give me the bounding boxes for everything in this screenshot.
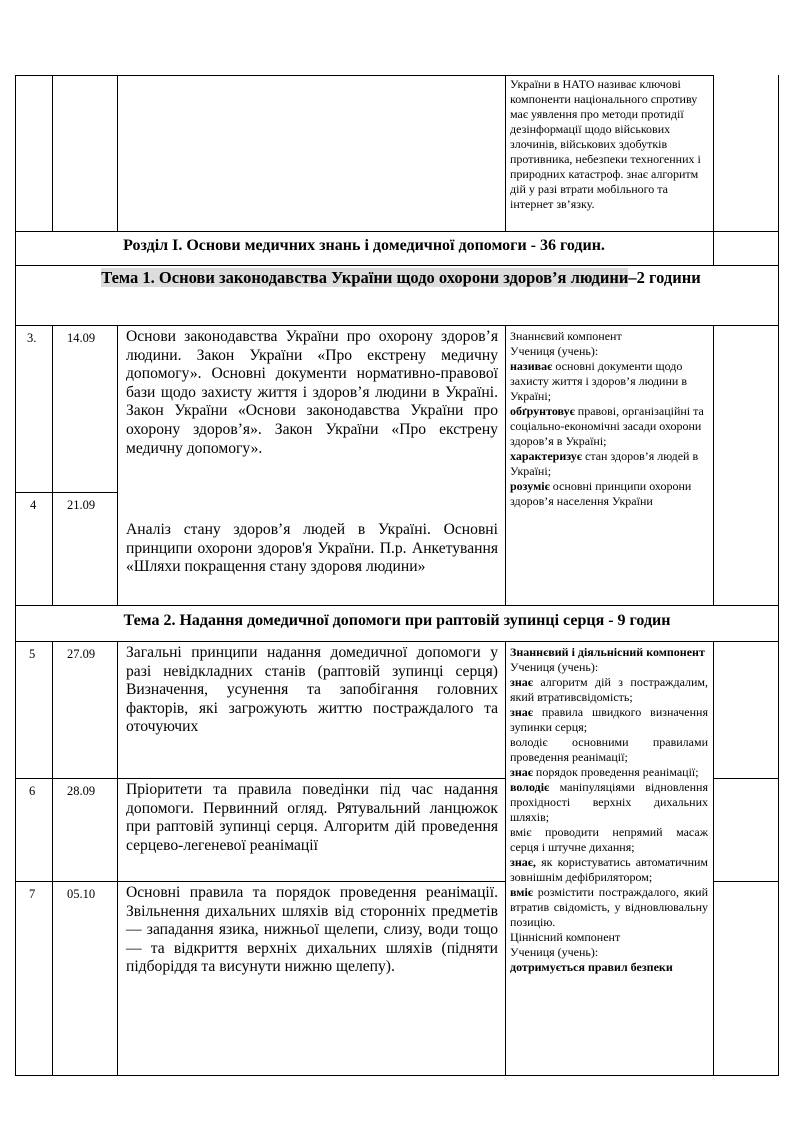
component-label: Знаннєвий компонент [510, 329, 622, 343]
row-border [15, 231, 779, 232]
row-border-top [15, 75, 713, 76]
col-border [117, 75, 118, 231]
col-border [117, 641, 118, 1075]
col-border-left [15, 75, 16, 1076]
outcome-text: знає правила швидкого визначення зупинки серця; [510, 705, 708, 734]
student-label: Учениця (учень): [510, 945, 599, 959]
component-label: Знаннєвий і діяльнісний компонент [510, 645, 705, 659]
row-border [713, 778, 779, 779]
outcome-text: вміє розмістити постраждалого, який втратив свідомість, у відновлювальну позицію. [510, 885, 708, 929]
col-border [505, 641, 506, 1075]
student-label: Учениця (учень): [510, 344, 599, 358]
outcome-text: знає, як користуватись автоматичним зовнішнім дефібрилятором; [510, 855, 708, 884]
curriculum-table [15, 75, 779, 1076]
component-label: Ціннісний компонент [510, 930, 621, 944]
outcome-text: знає алгоритм дій з постраждалим, який втративсвідомість; [510, 675, 708, 704]
row-border [15, 492, 117, 493]
row-border [15, 325, 779, 326]
verb: характеризує [510, 449, 582, 463]
lesson-number: 3. [27, 331, 37, 345]
verb: обґрунтовує [510, 404, 575, 418]
col-border [713, 75, 714, 265]
verb: називає [510, 359, 553, 373]
topic1-title-highlight: Тема 1. Основи законодавства України щодо охорони здоров’я людини [101, 268, 629, 287]
topic1-outcomes [510, 329, 708, 509]
verb: володіє [510, 780, 550, 794]
verb: дотримується правил безпеки [510, 960, 673, 974]
topic2-outcomes [510, 645, 708, 975]
verb: розуміє [510, 479, 550, 493]
lesson-number: 4 [30, 498, 37, 512]
col-border [713, 641, 714, 1075]
outcome-text: називає основні документи щодо захисту життя і здоров’я людини в Україні; [510, 359, 687, 403]
row-border [15, 605, 779, 606]
row-border [15, 641, 779, 642]
lesson-date: 27.09 [67, 647, 96, 661]
col-border [52, 641, 53, 1075]
topic1-title [51, 264, 751, 291]
lesson-content: Основні правила та порядок проведення реанімації. Звільнення дихальних шляхів від сторонніх предметів — западання язика, нижньої щелепи, слизу, води тощо — та відкриття верхніх дихальних шляхів (підняти підборіддя та висунути нижню щелепу). [126, 884, 498, 976]
col-border [117, 325, 118, 605]
student-label: Учениця (учень): [510, 660, 599, 674]
outcome-text: володіє основними правилами проведення реанімації; [510, 735, 708, 764]
outcome-text: обґрунтовує правові, організаційні та соціально-економічні засади охорони здоров’я в Україні; [510, 404, 704, 448]
topic1-content-part1: Основи законодавства України про охорону здоров’я людини. Закон України «Про екстрену медичну допомогу». Основні документи нормативно-правової бази щодо захисту життя і здоров’я людини в Україні. Закон України «Основи законодавства України про охорону здоров’я». Закон України «Про екстрену медичну допомогу». [126, 328, 498, 457]
row-border [713, 881, 779, 882]
verb: вміє [510, 885, 533, 899]
lesson-date: 05.10 [67, 887, 96, 901]
outcome-text: розуміє основні принципи охорони здоров’я населення України [510, 479, 692, 508]
row-border [15, 778, 505, 779]
top-row-outcomes: України в НАТО називає ключові компоненти національного спротиву має уявлення про методи протидії дезінформації щодо військових злочинів, військових здобутків противника, небезпеки техногенних і природних катастроф. знає алгоритм дій у разі втрати мобільного та інтернет зв’язку. [510, 77, 701, 211]
verb: знає, [510, 855, 536, 869]
section-title: Розділ І. Основи медичних знань і домедичної допомоги - 36 годин. [123, 237, 605, 254]
col-border [505, 325, 506, 605]
row-border-bottom [15, 1075, 779, 1076]
outcome-text [510, 960, 708, 975]
lesson-number: 5 [29, 647, 36, 661]
lesson-date: 21.09 [67, 498, 96, 512]
col-border [713, 325, 714, 605]
verb: знає [510, 705, 533, 719]
lesson-date: 14.09 [67, 331, 96, 345]
topic1-title-rest: –2 години [628, 268, 701, 287]
col-border [52, 325, 53, 605]
col-border [505, 75, 506, 231]
col-border [52, 75, 53, 231]
lesson-content: Загальні принципи надання домедичної допомоги у разі невідкладних станів (раптовій зупинці серця) Визначення, усунення та запобігання головних факторів, які загрожують життю постраждалого та оточуючих [126, 644, 498, 736]
outcome-text: характеризує стан здоров’я людей в Україні; [510, 449, 699, 478]
lesson-number: 7 [29, 887, 36, 901]
outcome-text: володіє маніпуляціями відновлення прохідності верхніх дихальних шляхів; [510, 780, 708, 824]
row-border [15, 881, 505, 882]
verb: знає [510, 675, 533, 689]
lesson-date: 28.09 [67, 784, 96, 798]
verb: знає [510, 765, 533, 779]
lesson-number: 6 [29, 784, 36, 798]
outcome-text: знає порядок проведення реанімації; [510, 765, 699, 779]
lesson-content: Пріоритети та правила поведінки під час надання допомоги. Первинний огляд. Рятувальний ланцюжок при раптовій зупинці серця. Алгоритм дій проведення серцево-легеневої реанімації [126, 781, 498, 854]
col-border-right [778, 75, 779, 1076]
outcome-text: вміє проводити непрямий масаж серця і штучне дихання; [510, 825, 708, 854]
topic2-title: Тема 2. Надання домедичної допомоги при раптовій зупинці серця - 9 годин [123, 612, 671, 629]
topic1-content-part2: Аналіз стану здоров’я людей в Україні. Основні принципи охорони здоров'я України. П.р. Анкетування «Шляхи покращення стану здоровя людини» [126, 521, 498, 576]
